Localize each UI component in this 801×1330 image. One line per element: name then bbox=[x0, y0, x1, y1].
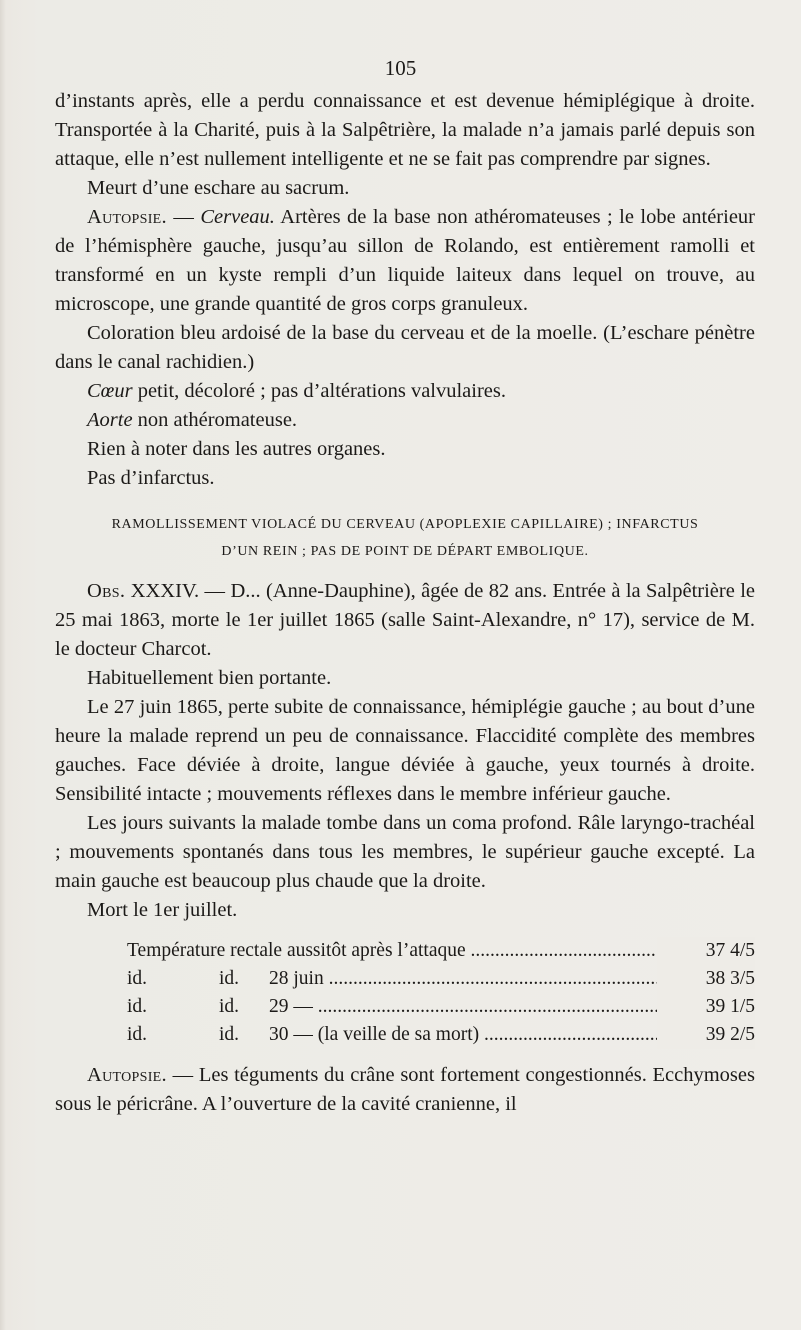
temperature-row bbox=[55, 1021, 755, 1049]
autopsy-brain-text: Artères de la base non athéromateuses ; le lobe antérieur de l’hémisphère gauche, jusqu’au sillon de Rolando, est entièrement ramolli et transformé en un kyste rempli d’un liquide laiteux dans lequel on trouve, au microscope, une grande quantité de gros corps granuleux. bbox=[55, 206, 756, 315]
heading-line-2: D’UN REIN ; PAS DE POINT DE DÉPART EMBOLIQUE. bbox=[221, 544, 589, 559]
paragraph-coma: Les jours suivants la malade tombe dans un coma profond. Râle laryngo-trachéal ; mouvements spontanés dans tous les membres, le supérieur gauche excepté. La main gauche est beaucoup plus chaude que la droite. bbox=[55, 812, 755, 892]
obs-text: XXXIV. — D... (Anne-Dauphine), âgée de 82 ans. Entrée à la Salpêtrière le 25 mai 1863, morte le 1er juillet 1865 (salle Saint-Alexandre, n° 17), service de M. le docteur Charcot. bbox=[55, 580, 755, 660]
autopsy-lead: Autopsie. bbox=[87, 206, 167, 228]
temperature-desc: 29 — ..... bbox=[269, 993, 657, 1021]
temperature-label: id. bbox=[127, 1024, 148, 1045]
organ-aorta: Aorte bbox=[87, 409, 133, 431]
paragraph-no-infarct: Pas d’infarctus. bbox=[87, 467, 215, 489]
paragraph-autopsy-skull bbox=[55, 1061, 755, 1119]
aorta-text: non athéromateuse. bbox=[132, 409, 298, 431]
autopsy2-text: — Les téguments du crâne sont fortement congestionnés. Ecchymoses sous le péricrâne. A l’ouverture de la cavité cranienne, il bbox=[55, 1064, 755, 1115]
autopsy2-lead: Autopsie. bbox=[87, 1064, 167, 1086]
paragraph-other-organs: Rien à noter dans les autres organes. bbox=[87, 438, 386, 460]
paragraph-aorta bbox=[55, 406, 755, 435]
paragraph-heart bbox=[55, 377, 755, 406]
organ-heart: Cœur bbox=[87, 380, 133, 402]
temperature-desc: 28 juin ..... bbox=[269, 965, 657, 993]
temperature-desc: 30 — (la veille de sa mort) ..... bbox=[269, 1021, 657, 1049]
temperature-row bbox=[55, 937, 755, 965]
obs-lead: Obs. bbox=[87, 580, 126, 602]
temperature-value: 37 4/5 bbox=[657, 937, 755, 965]
temperature-id: id. bbox=[219, 968, 240, 989]
heading-line-1: RAMOLLISSEMENT VIOLACÉ DU CERVEAU (APOPLEXIE CAPILLAIRE) ; INFARCTUS bbox=[111, 517, 699, 532]
temperature-label: id. bbox=[127, 968, 148, 989]
autopsy-dash: — bbox=[166, 206, 201, 228]
temperature-row bbox=[55, 965, 755, 993]
temperature-id: id. bbox=[219, 996, 240, 1017]
body-text bbox=[55, 87, 755, 1119]
paragraph-onset: Le 27 juin 1865, perte subite de connaissance, hémiplégie gauche ; au bout d’une heure la malade reprend un peu de connaissance. Flaccidité complète des membres gauches. Face déviée à droite, langue déviée à gauche, yeux tournés à droite. Sensibilité intacte ; mouvements réflexes dans le membre inférieur gauche. bbox=[55, 696, 755, 805]
paragraph-autopsy-brain bbox=[55, 203, 755, 319]
paragraph-health: Habituellement bien portante. bbox=[87, 667, 332, 689]
temperature-desc: Température rectale aussitôt après l’attaque ..... bbox=[127, 937, 657, 965]
temperature-row bbox=[55, 993, 755, 1021]
temperature-value: 38 3/5 bbox=[657, 965, 755, 993]
paragraph-death-date: Mort le 1er juillet. bbox=[87, 899, 238, 921]
paragraph-coloration: Coloration bleu ardoisé de la base du cerveau et de la moelle. (L’eschare pénètre dans le canal rachidien.) bbox=[55, 322, 755, 373]
paragraph-death: Meurt d’une eschare au sacrum. bbox=[87, 177, 350, 199]
temperature-value: 39 1/5 bbox=[657, 993, 755, 1021]
organ-brain: Cerveau. bbox=[200, 206, 275, 228]
paragraph-observation bbox=[55, 577, 755, 664]
page-number: 105 bbox=[384, 56, 417, 80]
heart-text: petit, décoloré ; pas d’altérations valvulaires. bbox=[132, 380, 507, 402]
section-heading bbox=[55, 511, 755, 565]
temperature-value: 39 2/5 bbox=[657, 1021, 755, 1049]
temperature-table bbox=[55, 937, 755, 1049]
temperature-id: id. bbox=[219, 1024, 240, 1045]
temperature-label: id. bbox=[127, 996, 148, 1017]
paragraph-history: d’instants après, elle a perdu connaissance et est devenue hémiplégique à droite. Transportée à la Charité, puis à la Salpêtrière, la malade n’a jamais parlé depuis son attaque, elle n’est nullement intelligente et ne se fait pas comprendre par signes. bbox=[55, 90, 755, 170]
